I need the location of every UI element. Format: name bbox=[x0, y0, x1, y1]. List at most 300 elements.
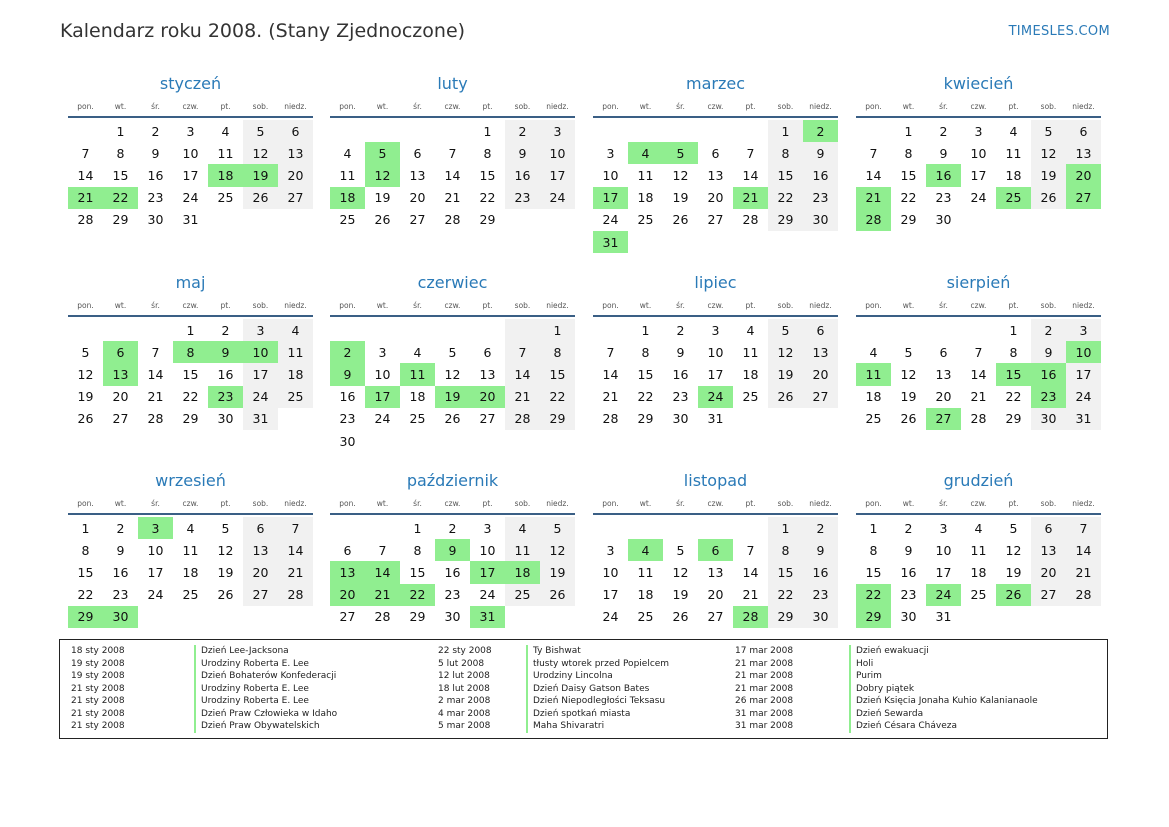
day-cell: 17 bbox=[602, 587, 619, 603]
holiday-date: 21 sty 2008 bbox=[71, 683, 125, 694]
day-cell: 27 bbox=[479, 411, 496, 427]
day-cell: 12 bbox=[365, 164, 400, 186]
day-cell: 15 bbox=[540, 363, 575, 385]
holiday-date: 21 mar 2008 bbox=[735, 658, 794, 669]
day-cell: 5 bbox=[663, 142, 698, 164]
empty-cell bbox=[103, 319, 138, 341]
day-cell: 6 bbox=[698, 539, 733, 561]
day-cell: 4 bbox=[869, 344, 878, 360]
day-cell: 24 bbox=[182, 190, 199, 206]
day-cell: 27 bbox=[1031, 584, 1066, 606]
day-cell: 25 bbox=[505, 584, 540, 606]
empty-cell bbox=[435, 120, 470, 142]
day-cell: 6 bbox=[343, 542, 352, 558]
weekday-label: czw. bbox=[444, 101, 461, 111]
day-cell: 1 bbox=[81, 520, 90, 536]
day-cell: 20 bbox=[935, 389, 952, 405]
day-cell: 27 bbox=[409, 212, 426, 228]
day-cell: 22 bbox=[637, 389, 654, 405]
day-grid bbox=[593, 517, 838, 628]
day-cell: 17 bbox=[243, 363, 278, 385]
empty-cell bbox=[68, 120, 103, 142]
day-cell: 16 bbox=[900, 564, 917, 580]
day-cell: 29 bbox=[479, 212, 496, 228]
empty-cell bbox=[768, 231, 803, 253]
day-cell: 13 bbox=[103, 363, 138, 385]
weekday-label: śr. bbox=[939, 498, 948, 508]
weekday-label: czw. bbox=[970, 498, 987, 508]
weekday-header bbox=[593, 296, 838, 314]
holiday-names-column bbox=[194, 645, 337, 733]
day-cell: 21 bbox=[147, 389, 164, 405]
page-title: Kalendarz roku 2008. (Stany Zjednoczone) bbox=[60, 20, 466, 42]
day-cell: 28 bbox=[856, 209, 891, 231]
day-cell: 20 bbox=[1031, 561, 1066, 583]
day-cell: 21 bbox=[970, 389, 987, 405]
empty-cell bbox=[365, 430, 400, 452]
day-cell: 17 bbox=[1066, 363, 1101, 385]
day-cell: 20 bbox=[803, 363, 838, 385]
day-grid bbox=[68, 517, 313, 628]
day-cell: 17 bbox=[970, 167, 987, 183]
weekday-label: sob. bbox=[514, 101, 531, 111]
day-cell: 9 bbox=[435, 539, 470, 561]
month-block bbox=[593, 74, 838, 253]
holiday-date: 21 sty 2008 bbox=[71, 708, 125, 719]
weekday-header bbox=[330, 494, 575, 512]
holiday-name: Urodziny Roberta E. Lee bbox=[201, 696, 309, 706]
holiday-name: Holi bbox=[856, 658, 874, 669]
day-cell: 11 bbox=[856, 363, 891, 385]
holiday-list bbox=[59, 639, 1108, 739]
day-cell: 28 bbox=[505, 408, 540, 430]
day-grid bbox=[68, 319, 313, 430]
day-cell: 6 bbox=[483, 344, 492, 360]
empty-cell bbox=[330, 517, 365, 539]
holiday-date: 2 mar 2008 bbox=[438, 696, 491, 706]
day-cell: 24 bbox=[602, 609, 619, 625]
empty-cell bbox=[1066, 606, 1101, 628]
day-cell: 3 bbox=[606, 542, 615, 558]
day-cell: 1 bbox=[483, 123, 492, 139]
day-cell: 22 bbox=[103, 187, 138, 209]
day-grid bbox=[856, 120, 1101, 231]
day-cell: 10 bbox=[182, 145, 199, 161]
empty-cell bbox=[628, 517, 663, 539]
day-cell: 17 bbox=[540, 164, 575, 186]
empty-cell bbox=[435, 430, 470, 452]
day-cell: 6 bbox=[711, 145, 720, 161]
holiday-names-column bbox=[526, 645, 669, 733]
day-cell: 25 bbox=[742, 389, 759, 405]
day-cell: 23 bbox=[444, 587, 461, 603]
weekday-label: sob. bbox=[252, 300, 269, 310]
day-cell: 14 bbox=[970, 366, 987, 382]
weekday-label: wt. bbox=[114, 101, 127, 111]
weekday-label: śr. bbox=[676, 498, 685, 508]
day-cell: 6 bbox=[243, 517, 278, 539]
day-cell: 23 bbox=[900, 587, 917, 603]
day-cell: 25 bbox=[182, 587, 199, 603]
day-cell: 13 bbox=[707, 564, 724, 580]
day-cell: 12 bbox=[1005, 542, 1022, 558]
day-cell: 6 bbox=[939, 344, 948, 360]
header-divider bbox=[856, 315, 1101, 317]
day-cell: 22 bbox=[479, 190, 496, 206]
day-cell: 13 bbox=[479, 366, 496, 382]
weekday-label: pt. bbox=[1008, 300, 1019, 310]
day-cell: 4 bbox=[343, 145, 352, 161]
weekday-label: śr. bbox=[413, 300, 422, 310]
day-cell: 21 bbox=[68, 187, 103, 209]
day-cell: 22 bbox=[540, 386, 575, 408]
day-cell: 18 bbox=[1005, 167, 1022, 183]
month-block bbox=[68, 471, 313, 628]
day-cell: 30 bbox=[672, 411, 689, 427]
day-cell: 23 bbox=[935, 190, 952, 206]
day-cell: 3 bbox=[939, 520, 948, 536]
empty-cell bbox=[330, 319, 365, 341]
day-cell: 4 bbox=[186, 520, 195, 536]
weekday-label: pon. bbox=[77, 101, 94, 111]
day-cell: 29 bbox=[68, 606, 103, 628]
day-cell: 21 bbox=[278, 561, 313, 583]
day-cell: 22 bbox=[400, 584, 435, 606]
holiday-date: 5 mar 2008 bbox=[438, 721, 491, 731]
weekday-header bbox=[330, 97, 575, 115]
month-name: styczeń bbox=[159, 74, 222, 93]
holiday-name: Dzień Praw Człowieka w Idaho bbox=[201, 708, 338, 719]
holiday-name: Dobry piątek bbox=[856, 683, 915, 694]
day-cell: 18 bbox=[409, 389, 426, 405]
day-cell: 31 bbox=[593, 231, 628, 253]
weekday-label: wt. bbox=[639, 300, 652, 310]
weekday-label: wt. bbox=[902, 498, 915, 508]
holiday-name: Urodziny Roberta E. Lee bbox=[201, 683, 309, 694]
weekday-label: pt. bbox=[220, 498, 231, 508]
day-cell: 31 bbox=[707, 411, 724, 427]
day-cell: 10 bbox=[935, 542, 952, 558]
holiday-name: Maha Shivaratri bbox=[533, 721, 605, 731]
month-name: grudzień bbox=[943, 471, 1014, 490]
holiday-date: 19 sty 2008 bbox=[71, 658, 125, 669]
day-cell: 24 bbox=[479, 587, 496, 603]
day-cell: 9 bbox=[676, 344, 685, 360]
day-cell: 3 bbox=[138, 517, 173, 539]
day-cell: 20 bbox=[330, 584, 365, 606]
day-cell: 31 bbox=[470, 606, 505, 628]
day-cell: 5 bbox=[540, 517, 575, 539]
day-cell: 1 bbox=[1009, 322, 1018, 338]
weekday-label: wt. bbox=[902, 300, 915, 310]
weekday-label: czw. bbox=[707, 101, 724, 111]
day-cell: 1 bbox=[641, 322, 650, 338]
day-cell: 1 bbox=[768, 517, 803, 539]
day-cell: 3 bbox=[378, 344, 387, 360]
day-cell: 29 bbox=[768, 606, 803, 628]
day-cell: 12 bbox=[768, 341, 803, 363]
day-cell: 3 bbox=[186, 123, 195, 139]
day-cell: 12 bbox=[243, 142, 278, 164]
empty-cell bbox=[400, 120, 435, 142]
day-cell: 2 bbox=[904, 520, 913, 536]
day-cell: 5 bbox=[676, 542, 685, 558]
day-cell: 10 bbox=[602, 564, 619, 580]
weekday-label: niedz. bbox=[546, 300, 569, 310]
day-cell: 5 bbox=[904, 344, 913, 360]
weekday-header bbox=[856, 97, 1101, 115]
day-cell: 8 bbox=[869, 542, 878, 558]
holiday-date: 31 mar 2008 bbox=[735, 708, 794, 719]
day-cell: 18 bbox=[208, 164, 243, 186]
day-cell: 23 bbox=[147, 190, 164, 206]
day-cell: 23 bbox=[112, 587, 129, 603]
day-cell: 19 bbox=[217, 564, 234, 580]
empty-cell bbox=[505, 319, 540, 341]
empty-cell bbox=[663, 120, 698, 142]
weekday-label: pt. bbox=[482, 101, 493, 111]
day-cell: 16 bbox=[1031, 363, 1066, 385]
day-cell: 18 bbox=[182, 564, 199, 580]
month-name: wrzesień bbox=[155, 471, 226, 490]
day-cell: 24 bbox=[602, 212, 619, 228]
weekday-header bbox=[593, 97, 838, 115]
day-cell: 27 bbox=[243, 584, 278, 606]
day-cell: 5 bbox=[448, 344, 457, 360]
day-cell: 8 bbox=[540, 341, 575, 363]
day-cell: 14 bbox=[77, 167, 94, 183]
weekday-label: pon. bbox=[865, 498, 882, 508]
day-cell: 29 bbox=[768, 209, 803, 231]
empty-cell bbox=[628, 120, 663, 142]
day-cell: 12 bbox=[77, 366, 94, 382]
weekday-label: czw. bbox=[970, 101, 987, 111]
day-cell: 12 bbox=[1031, 142, 1066, 164]
day-cell: 31 bbox=[935, 609, 952, 625]
holiday-date: 26 mar 2008 bbox=[735, 696, 794, 706]
day-cell: 29 bbox=[409, 609, 426, 625]
empty-cell bbox=[435, 319, 470, 341]
day-cell: 10 bbox=[147, 542, 164, 558]
day-cell: 13 bbox=[243, 539, 278, 561]
day-cell: 11 bbox=[637, 564, 654, 580]
weekday-label: wt. bbox=[376, 498, 389, 508]
day-cell: 20 bbox=[1066, 164, 1101, 186]
day-cell: 26 bbox=[672, 609, 689, 625]
day-cell: 20 bbox=[278, 164, 313, 186]
weekday-label: pt. bbox=[482, 498, 493, 508]
day-cell: 24 bbox=[243, 386, 278, 408]
day-cell: 10 bbox=[243, 341, 278, 363]
empty-cell bbox=[891, 319, 926, 341]
weekday-label: śr. bbox=[939, 101, 948, 111]
empty-cell bbox=[733, 231, 768, 253]
empty-cell bbox=[400, 319, 435, 341]
empty-cell bbox=[365, 319, 400, 341]
day-cell: 20 bbox=[707, 587, 724, 603]
day-cell: 13 bbox=[707, 167, 724, 183]
weekday-label: pon. bbox=[602, 300, 619, 310]
day-cell: 19 bbox=[435, 386, 470, 408]
empty-cell bbox=[768, 408, 803, 430]
day-cell: 27 bbox=[339, 609, 356, 625]
day-cell: 31 bbox=[1066, 408, 1101, 430]
day-cell: 25 bbox=[637, 212, 654, 228]
day-cell: 19 bbox=[900, 389, 917, 405]
day-cell: 27 bbox=[1066, 187, 1101, 209]
weekday-label: niedz. bbox=[1072, 498, 1095, 508]
weekday-label: pt. bbox=[482, 300, 493, 310]
day-cell: 17 bbox=[935, 564, 952, 580]
day-cell: 2 bbox=[505, 120, 540, 142]
day-cell: 18 bbox=[505, 561, 540, 583]
day-cell: 15 bbox=[768, 561, 803, 583]
day-cell: 7 bbox=[869, 145, 878, 161]
empty-cell bbox=[278, 408, 313, 430]
day-cell: 9 bbox=[939, 145, 948, 161]
day-cell: 19 bbox=[768, 363, 803, 385]
weekday-label: śr. bbox=[413, 498, 422, 508]
holiday-date: 21 mar 2008 bbox=[735, 683, 794, 694]
weekday-label: pt. bbox=[745, 300, 756, 310]
day-cell: 4 bbox=[746, 322, 755, 338]
day-cell: 13 bbox=[409, 167, 426, 183]
day-cell: 5 bbox=[365, 142, 400, 164]
empty-cell bbox=[733, 408, 768, 430]
day-cell: 1 bbox=[768, 120, 803, 142]
day-cell: 10 bbox=[479, 542, 496, 558]
day-cell: 15 bbox=[865, 564, 882, 580]
weekday-label: pt. bbox=[745, 498, 756, 508]
day-cell: 10 bbox=[1066, 341, 1101, 363]
day-cell: 9 bbox=[1031, 341, 1066, 363]
day-cell: 5 bbox=[243, 120, 278, 142]
day-cell: 14 bbox=[278, 539, 313, 561]
day-cell: 13 bbox=[330, 561, 365, 583]
day-cell: 13 bbox=[935, 366, 952, 382]
day-cell: 24 bbox=[540, 187, 575, 209]
empty-cell bbox=[698, 120, 733, 142]
day-cell: 22 bbox=[900, 190, 917, 206]
holiday-date: 31 mar 2008 bbox=[735, 721, 794, 731]
empty-cell bbox=[400, 430, 435, 452]
day-cell: 25 bbox=[865, 411, 882, 427]
empty-cell bbox=[470, 319, 505, 341]
month-block bbox=[68, 273, 313, 430]
month-name: kwiecień bbox=[943, 74, 1014, 93]
day-cell: 8 bbox=[413, 542, 422, 558]
weekday-label: pon. bbox=[77, 498, 94, 508]
weekday-label: śr. bbox=[151, 300, 160, 310]
day-cell: 11 bbox=[278, 341, 313, 363]
day-cell: 16 bbox=[444, 564, 461, 580]
weekday-label: niedz. bbox=[1072, 300, 1095, 310]
weekday-label: pon. bbox=[865, 300, 882, 310]
day-cell: 23 bbox=[505, 187, 540, 209]
header-divider bbox=[330, 116, 575, 118]
day-cell: 3 bbox=[243, 319, 278, 341]
day-cell: 9 bbox=[330, 363, 365, 385]
day-cell: 30 bbox=[103, 606, 138, 628]
day-cell: 22 bbox=[77, 587, 94, 603]
day-cell: 1 bbox=[540, 319, 575, 341]
brand-link[interactable]: TIMESLES.COM bbox=[1008, 24, 1110, 39]
day-cell: 16 bbox=[339, 389, 356, 405]
day-cell: 13 bbox=[803, 341, 838, 363]
holiday-names-column bbox=[849, 645, 1038, 733]
day-cell: 8 bbox=[768, 539, 803, 561]
month-name: październik bbox=[406, 471, 499, 490]
day-cell: 19 bbox=[374, 190, 391, 206]
day-cell: 10 bbox=[707, 344, 724, 360]
day-grid bbox=[330, 517, 575, 628]
day-cell: 25 bbox=[970, 587, 987, 603]
day-cell: 24 bbox=[970, 190, 987, 206]
weekday-label: śr. bbox=[939, 300, 948, 310]
day-cell: 15 bbox=[768, 164, 803, 186]
day-cell: 18 bbox=[637, 587, 654, 603]
day-cell: 28 bbox=[1066, 584, 1101, 606]
day-cell: 9 bbox=[803, 142, 838, 164]
holiday-name: Ty Bishwat bbox=[533, 646, 581, 656]
day-cell: 25 bbox=[339, 212, 356, 228]
day-cell: 27 bbox=[278, 187, 313, 209]
holiday-name: Dzień Daisy Gatson Bates bbox=[533, 683, 650, 694]
day-cell: 20 bbox=[112, 389, 129, 405]
empty-cell bbox=[996, 606, 1031, 628]
weekday-label: niedz. bbox=[1072, 101, 1095, 111]
day-cell: 12 bbox=[540, 539, 575, 561]
weekday-label: pon. bbox=[339, 300, 356, 310]
day-cell: 19 bbox=[672, 587, 689, 603]
day-cell: 12 bbox=[900, 366, 917, 382]
day-cell: 26 bbox=[672, 212, 689, 228]
weekday-label: pon. bbox=[602, 498, 619, 508]
month-name: listopad bbox=[683, 471, 748, 490]
month-name: czerwiec bbox=[417, 273, 488, 292]
day-cell: 26 bbox=[768, 386, 803, 408]
day-cell: 17 bbox=[147, 564, 164, 580]
day-cell: 8 bbox=[641, 344, 650, 360]
month-name: luty bbox=[437, 74, 468, 93]
day-cell: 30 bbox=[935, 212, 952, 228]
day-cell: 19 bbox=[672, 190, 689, 206]
day-cell: 26 bbox=[374, 212, 391, 228]
day-cell: 1 bbox=[869, 520, 878, 536]
day-cell: 27 bbox=[707, 609, 724, 625]
day-cell: 30 bbox=[444, 609, 461, 625]
empty-cell bbox=[628, 231, 663, 253]
weekday-label: czw. bbox=[970, 300, 987, 310]
day-cell: 16 bbox=[147, 167, 164, 183]
empty-cell bbox=[593, 517, 628, 539]
weekday-label: pon. bbox=[339, 101, 356, 111]
holiday-date: 21 sty 2008 bbox=[71, 721, 125, 731]
day-cell: 1 bbox=[186, 322, 195, 338]
day-grid bbox=[856, 517, 1101, 628]
empty-cell bbox=[243, 209, 278, 231]
weekday-label: czw. bbox=[707, 300, 724, 310]
day-cell: 3 bbox=[483, 520, 492, 536]
day-cell: 14 bbox=[602, 366, 619, 382]
holiday-date: 17 mar 2008 bbox=[735, 646, 794, 656]
day-cell: 3 bbox=[711, 322, 720, 338]
day-cell: 10 bbox=[540, 142, 575, 164]
empty-cell bbox=[505, 209, 540, 231]
day-cell: 4 bbox=[413, 344, 422, 360]
day-cell: 2 bbox=[676, 322, 685, 338]
empty-cell bbox=[540, 209, 575, 231]
